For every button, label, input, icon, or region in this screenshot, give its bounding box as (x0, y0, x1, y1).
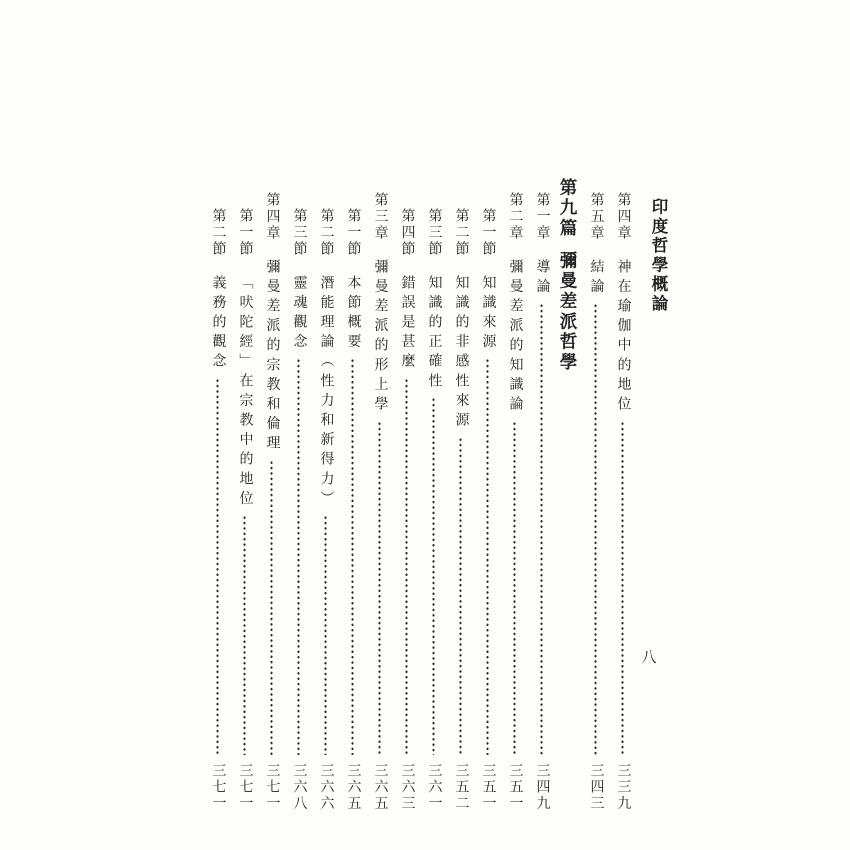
toc-region (204, 178, 670, 812)
dot-leader (324, 515, 327, 755)
toc-entry-label: 第二節 (210, 208, 226, 258)
folio-page-number: 八 (641, 650, 657, 666)
dot-leader (297, 358, 300, 755)
toc-entry-label: 第一節 (237, 208, 253, 258)
toc-entry-label: 第三節 (426, 208, 442, 258)
toc-entry-title: 靈魂觀念 (291, 274, 307, 354)
dot-leader (432, 397, 435, 755)
toc-entry (609, 178, 636, 812)
toc-entry (231, 178, 258, 812)
dot-leader (351, 358, 354, 755)
toc-entry-title: 知識的非感性來源 (453, 274, 469, 432)
toc-entry-page: 三六一 (426, 763, 442, 812)
toc-entry-page: 三七一 (264, 763, 280, 812)
toc-entry (285, 178, 312, 812)
toc-entry-label: 第三章 (372, 192, 388, 242)
toc-entry (528, 178, 555, 812)
toc-entry-label: 第九篇 (558, 178, 578, 239)
toc-entry (339, 178, 366, 812)
toc-entry-page: 三七一 (210, 763, 226, 812)
dot-leader (513, 421, 516, 755)
toc-entry-title: 義務的觀念 (210, 274, 226, 373)
toc-entry-page: 三四九 (534, 763, 550, 812)
dot-leader (486, 358, 489, 755)
toc-entry-label: 第三節 (291, 208, 307, 258)
toc-entry (447, 178, 474, 812)
toc-entry (312, 178, 339, 812)
toc-entry-label: 第二節 (453, 208, 469, 258)
toc-entry-title: 結論 (588, 258, 604, 299)
toc-entry-title: 本節概要 (345, 274, 361, 354)
toc-entry (582, 178, 609, 812)
toc-entry-title: 錯誤是甚麼 (399, 274, 415, 373)
toc-entry-title: 彌曼差派的知識論 (507, 258, 523, 416)
toc-entry-page: 三六五 (345, 763, 361, 812)
toc-entry-page: 三五一 (507, 763, 523, 812)
toc-entry-label: 第二節 (318, 208, 334, 258)
toc-entry-label: 第四章 (615, 192, 631, 242)
toc-entry (474, 178, 501, 812)
toc-entry (204, 178, 231, 812)
toc-entry-title: 「吠陀經」在宗教中的地位 (237, 274, 253, 511)
toc-entry-page: 三三九 (615, 763, 631, 812)
toc-entry (420, 178, 447, 812)
book-title: 印度哲學概論 (649, 198, 668, 314)
dot-leader (621, 421, 624, 755)
toc-entry (555, 178, 582, 812)
toc-entry-title: 彌曼差派的宗教和倫理 (264, 258, 280, 455)
toc-entry-page: 三六六 (318, 763, 334, 812)
toc-entry (501, 178, 528, 812)
toc-entry-title: 彌曼差派哲學 (558, 250, 578, 373)
toc-entry (258, 178, 285, 812)
dot-leader (459, 437, 462, 755)
toc-entry-title: 神在瑜伽中的地位 (615, 258, 631, 416)
toc-entry-page: 三四三 (588, 763, 604, 812)
toc-entry-label: 第五章 (588, 192, 604, 242)
toc-entry-page: 三五一 (480, 763, 496, 812)
toc-entry-page: 三六五 (372, 763, 388, 812)
toc-entry-label: 第四章 (264, 192, 280, 242)
dot-leader (243, 515, 246, 755)
toc-entry-page: 三六三 (399, 763, 415, 812)
toc-entry-label: 第四節 (399, 208, 415, 258)
dot-leader (270, 460, 273, 755)
toc-entry-page: 三五二 (453, 763, 469, 812)
dot-leader (216, 378, 219, 755)
toc-entry-title: 彌曼差派的形上學 (372, 258, 388, 416)
dot-leader (594, 303, 597, 755)
toc-entry-label: 第二章 (507, 192, 523, 242)
toc-entry-title: 潛能理論（性力和新得力） (318, 274, 334, 511)
toc-entry-title: 知識來源 (480, 274, 496, 354)
toc-entry-title: 知識的正確性 (426, 274, 442, 393)
dot-leader (540, 303, 543, 755)
toc-entry-title: 導論 (534, 258, 550, 299)
toc-entry (366, 178, 393, 812)
toc-entry (393, 178, 420, 812)
toc-entry-page: 三七一 (237, 763, 253, 812)
toc-entry-label: 第一節 (345, 208, 361, 258)
dot-leader (405, 378, 408, 755)
toc-entry-page: 三六八 (291, 763, 307, 812)
toc-entry-label: 第一章 (534, 192, 550, 242)
dot-leader (378, 421, 381, 755)
toc-entry-label: 第一節 (480, 208, 496, 258)
